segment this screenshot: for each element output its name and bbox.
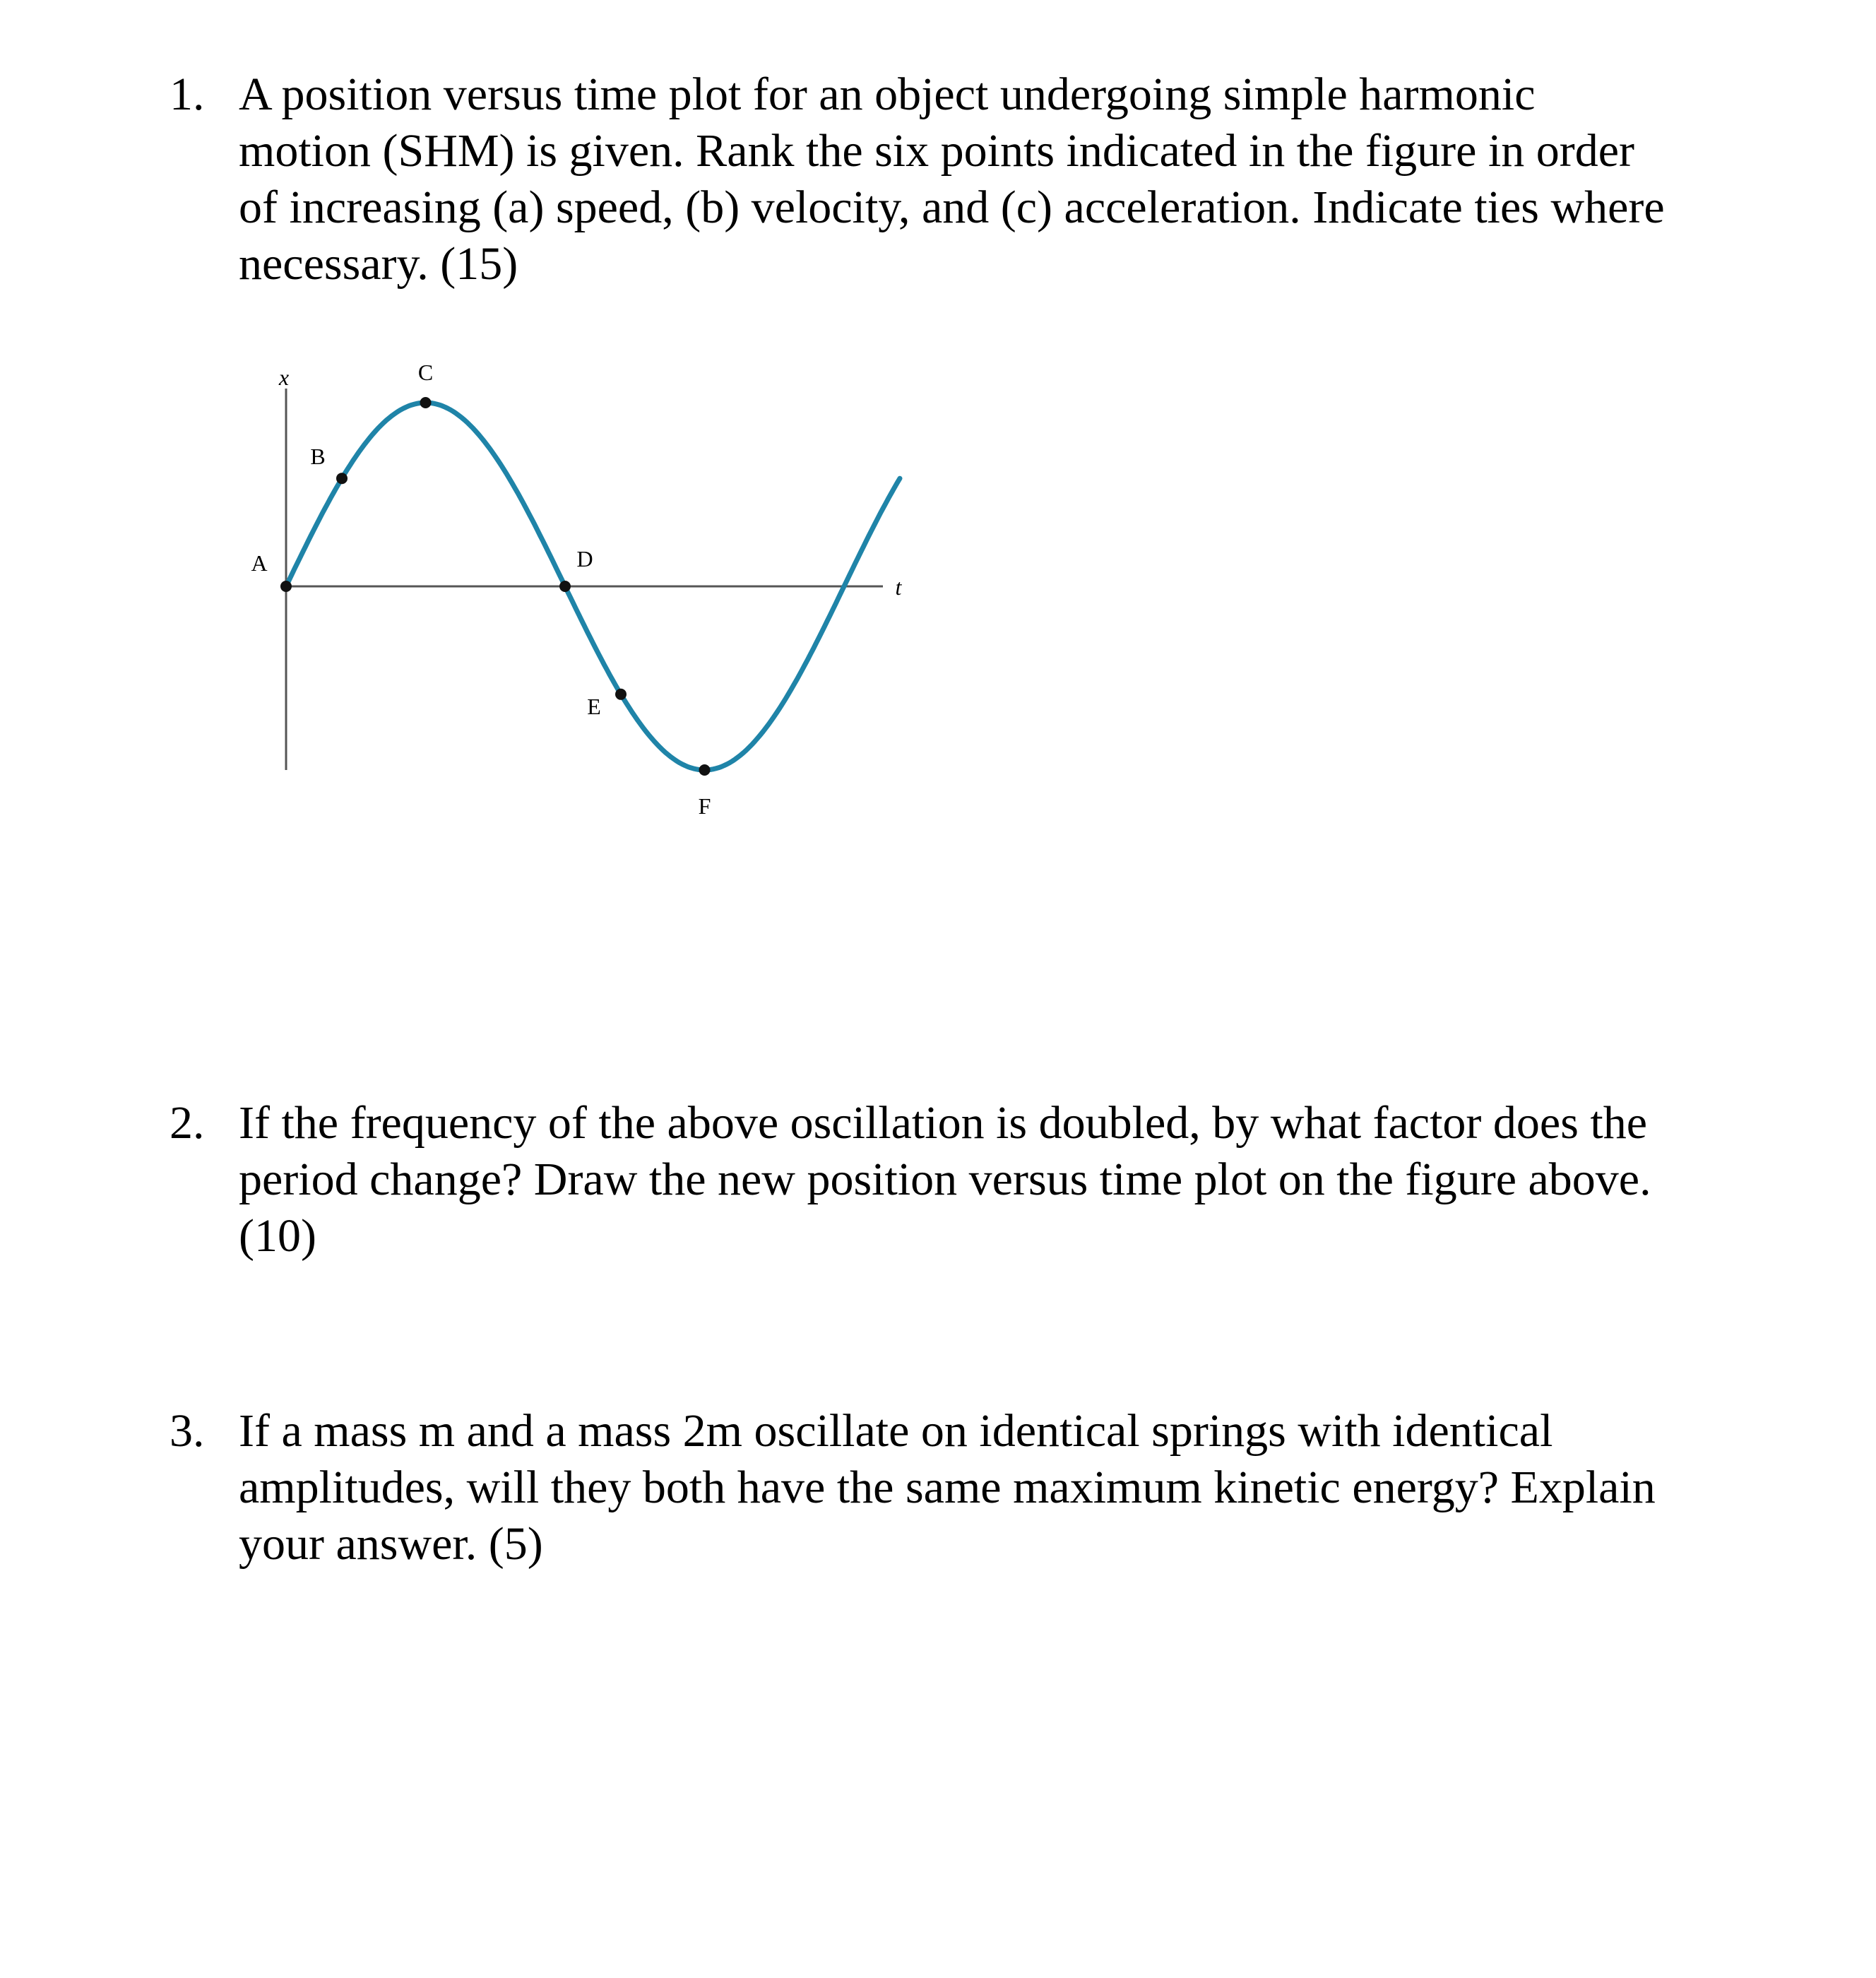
point-b-marker bbox=[336, 473, 348, 484]
point-c-marker bbox=[420, 397, 432, 408]
x-axis-label: x bbox=[278, 365, 290, 390]
question-text: A position versus time plot for an object undergoing simple harmonic motion (SHM) is given. Rank the six points indicated in the figure in order of increasing (a) speed, (b) velocity, and (c) acceleration. Indicate ties where necessary. (15) bbox=[239, 69, 1665, 290]
shm-position-time-figure bbox=[233, 353, 954, 834]
point-e-label: E bbox=[587, 693, 601, 719]
question-text: If a mass m and a mass 2m oscillate on identical springs with identical amplitudes, will they both have the same maximum kinetic energy? Explain your answer. (5) bbox=[239, 1405, 1656, 1570]
point-b-label: B bbox=[310, 444, 326, 470]
point-d-marker bbox=[559, 581, 571, 592]
t-axis-label: t bbox=[895, 574, 902, 600]
point-d-label: D bbox=[576, 546, 593, 572]
point-e-marker bbox=[615, 689, 627, 700]
question-text: If the frequency of the above oscillation is doubled, by what factor does the period change? Draw the new position versus time plot on the figure above. (10) bbox=[239, 1097, 1651, 1262]
question-number: 1. bbox=[170, 69, 205, 120]
question-number: 3. bbox=[170, 1405, 205, 1457]
point-a-label: A bbox=[251, 550, 268, 576]
point-f-label: F bbox=[698, 793, 711, 819]
point-f-marker bbox=[699, 764, 711, 776]
point-a-marker bbox=[280, 581, 292, 592]
question-number: 2. bbox=[170, 1097, 205, 1149]
point-c-label: C bbox=[417, 360, 434, 385]
